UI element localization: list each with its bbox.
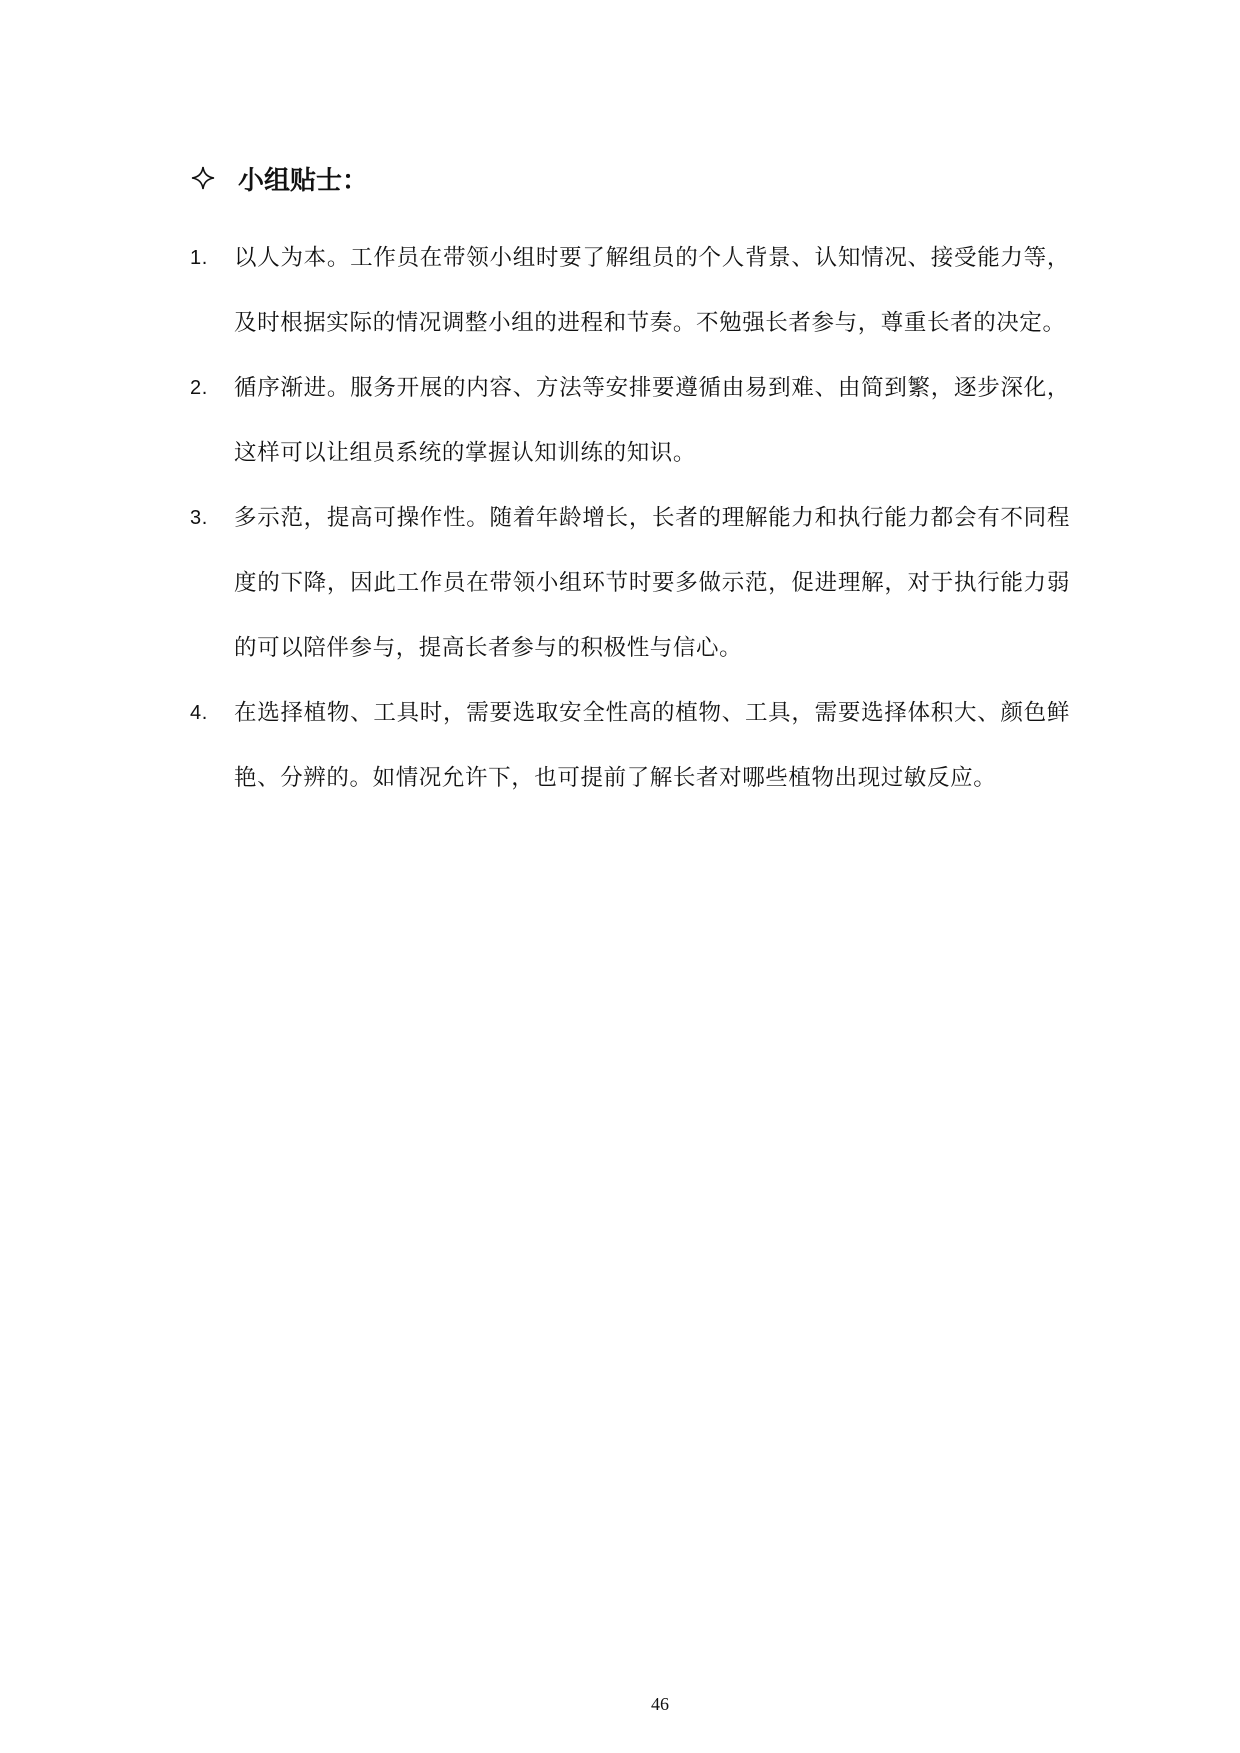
tip-item bbox=[190, 681, 1070, 811]
tip-number: 4. bbox=[190, 702, 208, 724]
tip-text: 循序渐进。服务开展的内容、方法等安排要遵循由易到难、由简到繁，逐步深化，这样可以让组员系统的掌握认知训练的知识。 bbox=[234, 375, 1070, 466]
tip-item bbox=[190, 226, 1070, 356]
diamond-star-icon bbox=[190, 165, 216, 191]
page-number: 46 bbox=[651, 1694, 669, 1714]
tip-text: 在选择植物、工具时，需要选取安全性高的植物、工具，需要选择体积大、颜色鲜艳、分辨的。如情况允许下，也可提前了解长者对哪些植物出现过敏反应。 bbox=[234, 700, 1070, 791]
tip-text: 以人为本。工作员在带领小组时要了解组员的个人背景、认知情况、接受能力等，及时根据实际的情况调整小组的进程和节奏。不勉强长者参与，尊重长者的决定。 bbox=[234, 245, 1070, 336]
section-title: 小组贴士： bbox=[238, 165, 369, 196]
section-heading bbox=[190, 158, 368, 198]
tip-number: 3. bbox=[190, 507, 208, 529]
tip-item bbox=[190, 486, 1070, 681]
tips-list bbox=[190, 226, 1070, 811]
tip-number: 1. bbox=[190, 247, 208, 269]
tip-text: 多示范，提高可操作性。随着年龄增长，长者的理解能力和执行能力都会有不同程度的下降，因此工作员在带领小组环节时要多做示范，促进理解，对于执行能力弱的可以陪伴参与，提高长者参与的积极性与信心。 bbox=[234, 505, 1070, 661]
tip-item bbox=[190, 356, 1070, 486]
tip-number: 2. bbox=[190, 377, 208, 399]
